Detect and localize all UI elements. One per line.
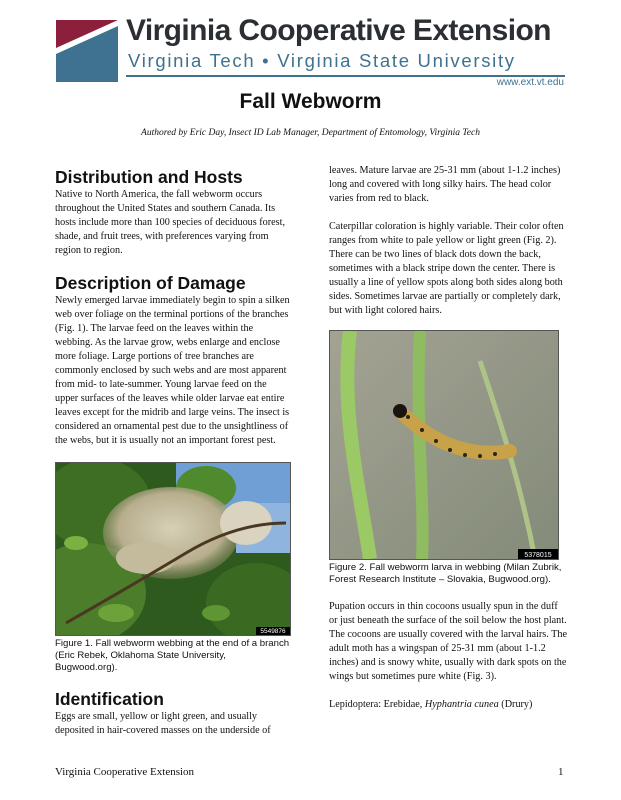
heading-distribution: Distribution and Hosts [55,167,243,187]
paragraph-identification-cont: leaves. Mature larvae are 25-31 mm (about 1-1.2 inches) long and covered with long silky hairs. The head color varies from red to black. [329,165,561,204]
taxonomy-author: (Drury) [498,699,533,710]
byline-author: Eric Day, Insect ID Lab Manager, Department of Entomology, Virginia Tech [187,128,480,138]
fall-webworm-webbing-photo [55,462,291,636]
heading-damage: Description of Damage [55,273,246,293]
paragraph-identification: Eggs are small, yellow or light green, and usually deposited in hair-covered masses on the underside of [55,711,271,736]
fall-webworm-larva-photo [329,330,559,560]
footer-org: Virginia Cooperative Extension [55,766,195,778]
byline-prefix: Authored by [141,128,188,138]
university-line: Virginia Tech • Virginia State University [128,50,516,71]
page-title: Fall Webworm [239,90,382,113]
left-column [55,166,291,738]
fig2-code: 5378015 [524,552,552,559]
org-title: Virginia Cooperative Extension [126,14,551,47]
taxonomy-species: Hyphantria cunea [424,699,499,710]
paragraph-coloration: Caterpillar coloration is highly variable. Their color often ranges from white to pale yellow or light green (Fig. 2). There can be two lines of black dots down the back, sometimes with a black stripe down the center. There is usually a line of yellow spots along both sides along both sides. Sometimes larvae are partially or completely dark, but with light colored hairs. [329,221,564,316]
right-column [329,164,567,712]
byline [0,128,621,138]
page-number: 1 [558,766,564,778]
fig1-code: 5549876 [260,628,286,635]
paragraph-distribution: Native to North America, the fall webworm occurs throughout the United States and southern Canada. Its hosts include more than 100 species of deciduous forest, shade, and fruit trees, with preferences varying from region to region. [55,189,286,256]
paragraph-pupation: Pupation occurs in thin cocoons usually spun in the duff or just beneath the surface of the soil below the host plant. The cocoons are usually covered with the larval hairs. The adult moth has a wingspan of 25-31 mm (about 1-1.2 inches) and is snowy white, usually with dark spots on the wings but sometimes pure white (Fig. 3). [329,601,567,682]
taxonomy-line [329,698,567,712]
website-link[interactable]: www.ext.vt.edu [496,77,564,88]
figure2-caption: Figure 2. Fall webworm larva in webbing (Milan Zubrik, Forest Research Institute – Slovakia, Bugwood.org). [329,562,562,585]
heading-identification: Identification [55,689,164,709]
paragraph-damage: Newly emerged larvae immediately begin to spin a silken web over foliage on the terminal portions of the branches (Fig. 1). The larvae feed on the leaves within the webbing. As the larvae grow, webs enlarge and enclose more foliage. Large portions of tree branches are commonly enclosed by such webs and are most apparent from mid- to late-summer. Young larvae feed on the upper surfaces of the leaves while older larvae eat entire leaves except for the midrib and large veins. The insect is considered an ornamental pest due to the unsightliness of the webs, but it is usually not an important forest pest. [55,295,290,446]
taxonomy-order: Lepidoptera: Erebidae, [329,699,425,710]
figure1-caption: Figure 1. Fall webworm webbing at the end of a branch (Eric Rebek, Oklahoma State University, Bugwood.org). [55,638,290,673]
vce-logo-icon [56,20,118,82]
